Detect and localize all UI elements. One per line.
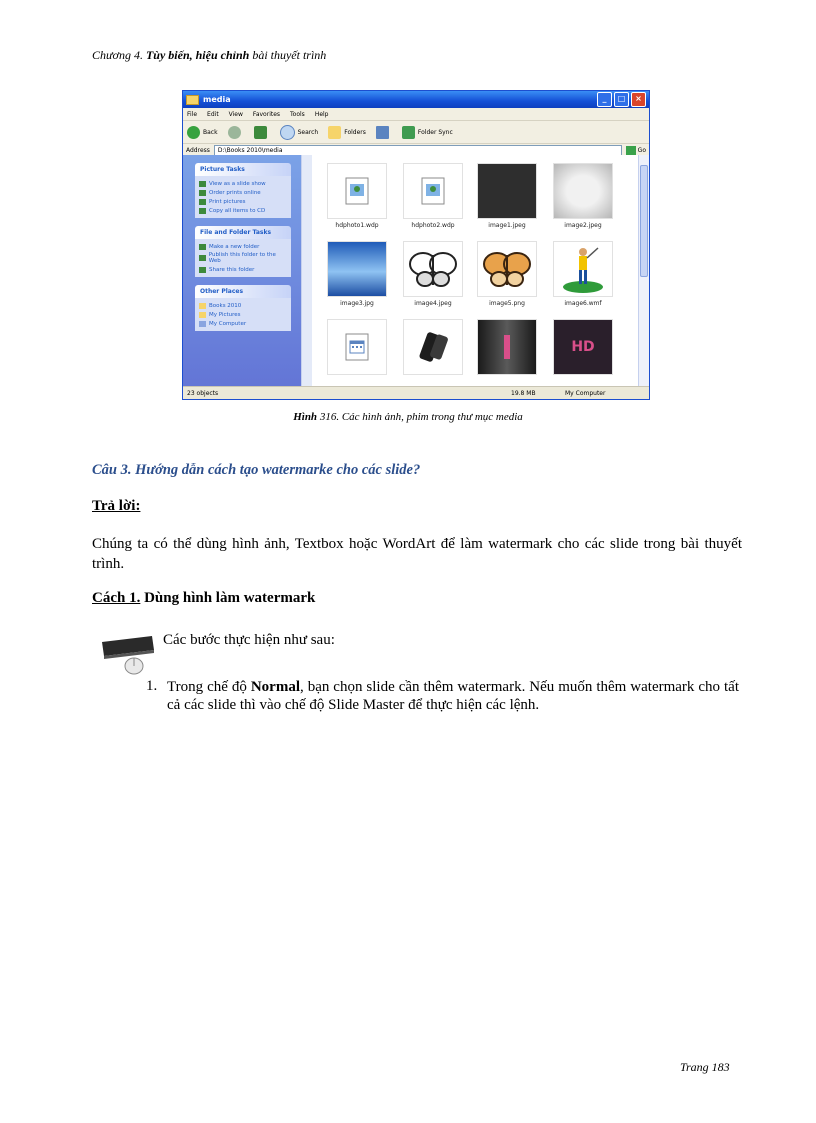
menu-file: File [187,110,198,118]
file-tile [552,319,614,378]
file-tile [476,163,538,229]
method-label: Cách 1. [92,590,141,606]
file-name: image4.jpeg [414,300,452,307]
minimize-icon: _ [597,92,612,107]
gray-frame-thumbnail [553,163,613,219]
task-item [199,206,287,215]
file-name: image1.jpeg [488,222,526,229]
folder-sync-label: Folder Sync [417,128,453,136]
file-tile [402,319,464,378]
task-item [199,242,287,251]
place-item [199,301,287,310]
caption-label: Hình [293,411,318,423]
window-title: media [203,95,231,104]
answer-paragraph: Chúng ta có thể dùng hình ảnh, Textbox hoặc WordArt để làm watermark cho các slide trong bài thuyết trình. [92,536,742,572]
window-titlebar [183,91,649,108]
keyboard-mouse-icon [98,628,156,676]
file-view [312,155,649,387]
up-folder-icon [254,126,267,139]
step-text-after: , bạn chọn slide cần thêm watermark. Nếu muốn thêm watermark cho tất cả các slide thì vào chế độ Slide Master để thực hiện các lệnh. [167,679,739,713]
pictures-icon [199,312,206,318]
back-arrow-icon [187,126,200,139]
order-prints-icon [199,190,206,196]
task-label: View as a slide show [209,180,266,187]
status-location: My Computer [565,389,606,397]
panel-other-places [195,285,291,331]
step-number: 1. [146,678,158,694]
folder-icon [186,95,199,105]
panel-title: Other Places [195,285,291,298]
panel-items [195,176,291,218]
folder-icon [199,303,206,309]
status-size: 19.8 MB [511,389,536,397]
menu-view: View [228,110,243,118]
question-heading: Câu 3. Hướng dẫn cách tạo watermarke cho các slide? [92,462,421,478]
calendar-file-icon [327,319,387,375]
task-label: Make a new folder [209,243,260,250]
panel-file-folder-tasks [195,226,291,277]
chapter-prefix: Chương 4. [92,48,146,62]
toolbar-views [376,126,392,139]
task-item [199,265,287,274]
file-tile [326,241,388,307]
go-label: Go [637,147,646,154]
maximize-icon: □ [614,92,629,107]
status-objects: 23 objects [187,389,219,397]
file-tile [402,241,464,307]
toolbar-folders [328,126,366,139]
file-view-scrollbar [638,155,649,387]
file-tile [402,163,464,229]
file-name: image3.jpg [340,300,374,307]
task-label: Print pictures [209,198,246,205]
toolbar-search [280,125,319,140]
file-tile [552,163,614,229]
window-toolbar [183,121,649,144]
chapter-suffix: bài thuyết trình [249,48,327,62]
dark-texture-thumbnail [477,163,537,219]
window-menubar [183,108,649,121]
answer-label: Trả lời: [92,498,141,514]
step-text-bold: Normal [250,679,300,695]
search-icon [280,125,295,140]
toolbar-up [254,126,270,139]
menu-edit: Edit [207,110,219,118]
explorer-window-figure [182,90,650,400]
status-bar [183,386,649,399]
blue-sky-thumbnail [327,241,387,297]
menu-tools: Tools [290,110,305,118]
address-label: Address [186,147,210,154]
file-tile [326,163,388,229]
step-text [167,678,739,714]
window-body [183,155,649,387]
caption-text: 316. Các hình ảnh, phim trong thư mục media [317,411,523,423]
task-item [199,179,287,188]
panel-items [195,239,291,277]
folder-sync-icon [402,126,415,139]
toolbar-folder-sync [402,126,453,139]
golfer-thumbnail [553,241,613,297]
task-label: Publish this folder to the Web [208,252,276,264]
publish-web-icon [199,255,206,261]
slideshow-icon [199,181,206,187]
search-label: Search [297,128,319,136]
place-label: Books 2010 [209,302,242,309]
printer-icon [199,199,206,205]
file-tile [552,241,614,307]
new-folder-icon [199,244,206,250]
place-label: My Computer [209,320,247,327]
phone-thumbnail [403,319,463,375]
folders-label: Folders [344,128,366,136]
running-header [92,48,326,63]
building-accent [504,335,510,359]
method-title: Dùng hình làm watermark [140,590,316,606]
menu-favorites: Favorites [252,110,281,118]
panel-picture-tasks [195,163,291,218]
dark-building-thumbnail [477,319,537,375]
task-item [199,197,287,206]
address-field: D:\Books 2010\media [214,145,622,157]
task-label: Copy all items to CD [209,207,266,214]
butterfly-thumbnail [403,241,463,297]
steps-intro: Các bước thực hiện như sau: [163,632,335,648]
image-file-icon [403,163,463,219]
file-name: image2.jpeg [564,222,602,229]
close-icon: × [631,92,646,107]
place-item [199,310,287,319]
hd-thumbnail: HD [553,319,613,375]
menu-help: Help [314,110,329,118]
share-folder-icon [199,267,206,273]
file-tile [476,241,538,307]
file-name: image5.png [489,300,525,307]
step-text-before: Trong chế độ [167,679,251,695]
file-name: hdphoto1.wdp [335,222,379,229]
image-file-icon [327,163,387,219]
back-label: Back [203,128,218,136]
task-item [199,188,287,197]
file-tile [476,319,538,378]
file-name: hdphoto2.wdp [411,222,455,229]
file-name: image6.wmf [564,300,602,307]
scrollbar-thumb [640,165,648,277]
forward-arrow-icon [228,126,241,139]
page-number: Trang 183 [680,1060,730,1074]
file-tile [326,319,388,378]
task-item [199,251,287,265]
folders-icon [328,126,341,139]
go-arrow-icon [626,146,636,155]
chapter-title-bold: Tùy biến, hiệu chỉnh [145,48,250,62]
task-label: Order prints online [209,189,261,196]
panel-items [195,298,291,331]
task-pane [183,155,301,387]
cd-icon [199,208,206,214]
figure-caption [0,411,816,423]
panel-title: Picture Tasks [195,163,291,176]
method-heading [92,590,315,607]
computer-icon [199,321,206,327]
task-label: Share this folder [209,266,255,273]
panel-title: File and Folder Tasks [195,226,291,239]
toolbar-forward [228,126,244,139]
views-icon [376,126,389,139]
place-item [199,319,287,328]
place-label: My Pictures [209,311,241,318]
butterfly-color-thumbnail [477,241,537,297]
toolbar-back [187,126,218,139]
task-pane-scrollbar [301,155,312,387]
